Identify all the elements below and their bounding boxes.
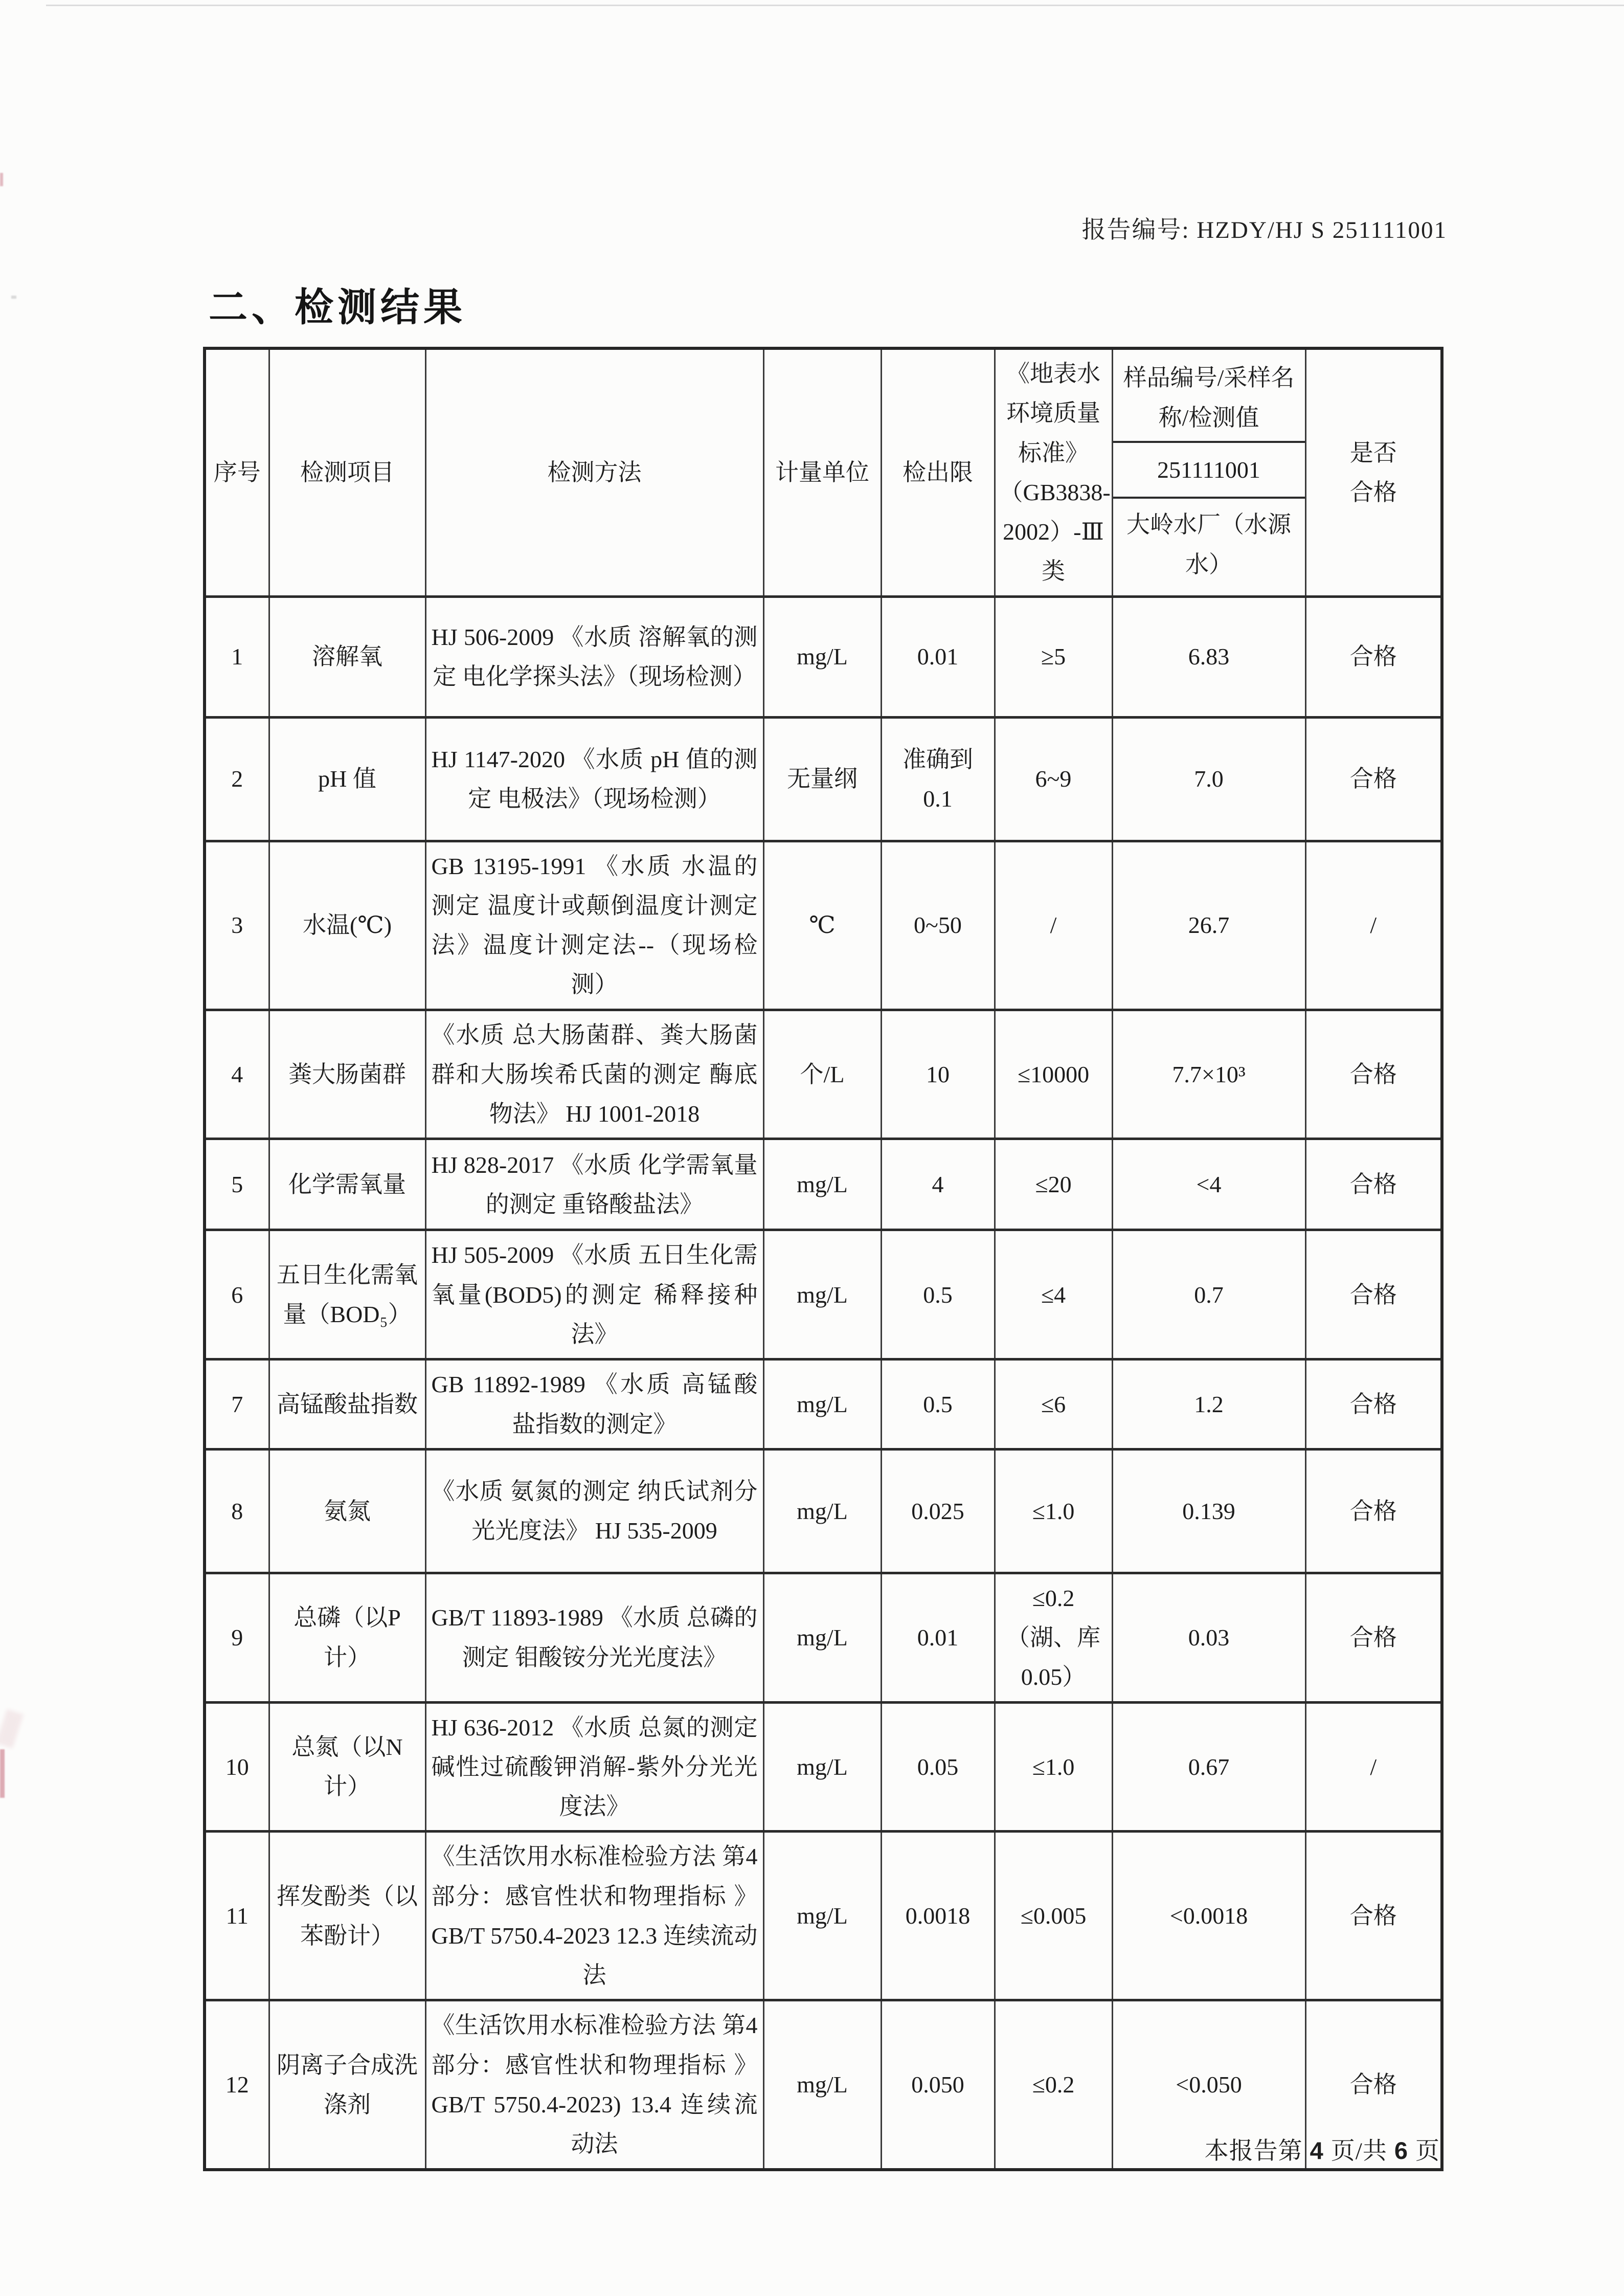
test-method: GB/T 11893-1989 《水质 总磷的测定 钼酸铵分光光度法》 bbox=[431, 1604, 758, 1670]
row-number: 7 bbox=[231, 1391, 243, 1417]
cell-no bbox=[205, 1832, 269, 2000]
cell-standard bbox=[995, 2000, 1112, 2170]
cell-value bbox=[1112, 841, 1305, 1010]
cell-result bbox=[1305, 1139, 1442, 1230]
cell-method bbox=[425, 1359, 763, 1450]
cell-item bbox=[269, 1139, 425, 1230]
cell-unit bbox=[763, 1230, 881, 1359]
cell-unit bbox=[763, 596, 881, 717]
table-row bbox=[205, 1449, 1442, 1573]
standard-value: ≤0.005 bbox=[1020, 1903, 1087, 1929]
detection-limit: 0.5 bbox=[923, 1281, 953, 1308]
qualified-result: 合格 bbox=[1349, 1391, 1397, 1417]
test-method: HJ 505-2009 《水质 五日生化需氧量(BOD5)的测定 稀释接种法》 bbox=[431, 1242, 758, 1347]
cell-limit bbox=[881, 1449, 995, 1573]
cell-result bbox=[1305, 1832, 1442, 2000]
cell-item bbox=[269, 1573, 425, 1702]
cell-limit bbox=[881, 717, 995, 841]
cell-unit bbox=[763, 841, 881, 1010]
qualified-result: / bbox=[1370, 912, 1377, 939]
detection-limit: 准确到 0.1 bbox=[903, 746, 973, 812]
footer-total-pages: 6 bbox=[1394, 2137, 1408, 2164]
cell-no bbox=[205, 1359, 269, 1450]
measure-unit: mg/L bbox=[797, 1281, 848, 1308]
cell-limit bbox=[881, 1573, 995, 1702]
standard-value: ≥5 bbox=[1041, 643, 1066, 670]
cell-limit bbox=[881, 1139, 995, 1230]
table-row bbox=[205, 841, 1442, 1010]
test-item: pH 值 bbox=[318, 766, 376, 792]
cell-value bbox=[1112, 1702, 1305, 1832]
row-number: 12 bbox=[225, 2071, 249, 2098]
measure-unit: mg/L bbox=[797, 1753, 848, 1780]
cell-method bbox=[425, 596, 763, 717]
cell-unit bbox=[763, 717, 881, 841]
sample-group-label-cell bbox=[1113, 354, 1305, 441]
detection-limit: 0.01 bbox=[917, 1624, 959, 1651]
cell-method bbox=[425, 2000, 763, 2170]
test-item: 水温(℃) bbox=[302, 912, 392, 939]
cell-standard bbox=[995, 717, 1112, 841]
detection-limit: 0.5 bbox=[923, 1391, 953, 1417]
row-number: 11 bbox=[225, 1903, 249, 1929]
cell-unit bbox=[763, 1139, 881, 1230]
standard-value: ≤4 bbox=[1041, 1281, 1066, 1308]
cell-item bbox=[269, 1230, 425, 1359]
table-row bbox=[205, 1702, 1442, 1832]
measure-unit: mg/L bbox=[797, 2071, 848, 2098]
standard-value: ≤1.0 bbox=[1032, 1753, 1075, 1780]
row-number: 2 bbox=[231, 766, 243, 792]
cell-method bbox=[425, 1230, 763, 1359]
cell-method bbox=[425, 717, 763, 841]
qualified-result: 合格 bbox=[1349, 643, 1397, 670]
table-row bbox=[205, 1832, 1442, 2000]
cell-limit bbox=[881, 1010, 995, 1139]
qualified-result: 合格 bbox=[1349, 1061, 1397, 1087]
cell-standard bbox=[995, 1449, 1112, 1573]
cell-result bbox=[1305, 596, 1442, 717]
cell-value bbox=[1112, 1359, 1305, 1450]
test-item: 阴离子合成洗涤剂 bbox=[277, 2052, 418, 2117]
cell-value bbox=[1112, 1449, 1305, 1573]
standard-value: / bbox=[1050, 912, 1057, 939]
cell-method bbox=[425, 841, 763, 1010]
header-qualified bbox=[1305, 348, 1442, 596]
test-item: 粪大肠菌群 bbox=[288, 1061, 406, 1087]
cell-item bbox=[269, 596, 425, 717]
cell-limit bbox=[881, 1359, 995, 1450]
test-method: HJ 636-2012 《水质 总氮的测定 碱性过硫酸钾消解-紫外分光光度法》 bbox=[431, 1714, 758, 1820]
measure-unit: mg/L bbox=[797, 643, 848, 670]
cell-result bbox=[1305, 1573, 1442, 1702]
header-sample bbox=[1112, 348, 1305, 596]
test-method: 《生活饮用水标准检验方法 第4部分：感官性状和物理指标 》GB/T 5750.4-2023) 13.4 连续流动法 bbox=[431, 2012, 758, 2157]
cell-method bbox=[425, 1573, 763, 1702]
footer-page-number: 4 bbox=[1310, 2137, 1324, 2164]
header-limit-label: 检出限 bbox=[903, 459, 973, 486]
measured-value: <0.050 bbox=[1176, 2071, 1242, 2098]
header-unit bbox=[763, 348, 881, 596]
cell-limit bbox=[881, 1702, 995, 1832]
cell-item bbox=[269, 841, 425, 1010]
cell-limit bbox=[881, 2000, 995, 2170]
standard-value: ≤6 bbox=[1041, 1391, 1066, 1417]
cell-item bbox=[269, 1010, 425, 1139]
measured-value: 0.03 bbox=[1188, 1624, 1230, 1651]
measured-value: 0.67 bbox=[1188, 1753, 1230, 1780]
cell-limit bbox=[881, 596, 995, 717]
measure-unit: ℃ bbox=[809, 912, 836, 939]
measured-value: 26.7 bbox=[1188, 912, 1230, 939]
page-footer bbox=[1205, 2132, 1440, 2166]
row-number: 8 bbox=[231, 1498, 243, 1524]
cell-item bbox=[269, 1702, 425, 1832]
cell-item bbox=[269, 1832, 425, 2000]
test-method: HJ 506-2009 《水质 溶解氧的测定 电化学探头法》（现场检测） bbox=[431, 623, 758, 690]
table-body bbox=[205, 596, 1442, 2169]
sample-name: 大岭水厂（水源水） bbox=[1126, 511, 1291, 577]
measure-unit: mg/L bbox=[797, 1624, 848, 1651]
standard-value: ≤10000 bbox=[1017, 1061, 1090, 1087]
cell-no bbox=[205, 717, 269, 841]
row-number: 10 bbox=[225, 1753, 249, 1780]
cell-unit bbox=[763, 2000, 881, 2170]
measured-value: 7.7×10³ bbox=[1172, 1061, 1246, 1087]
detection-limit: 10 bbox=[926, 1061, 950, 1087]
sample-name-cell bbox=[1113, 499, 1305, 591]
test-item: 挥发酚类（以苯酚计） bbox=[277, 1883, 418, 1949]
table-row bbox=[205, 596, 1442, 717]
cell-unit bbox=[763, 1702, 881, 1832]
sample-id-cell bbox=[1113, 441, 1305, 498]
cell-value bbox=[1112, 596, 1305, 717]
detection-limit: 0.0018 bbox=[905, 1903, 971, 1929]
cell-standard bbox=[995, 1573, 1112, 1702]
cell-standard bbox=[995, 1230, 1112, 1359]
header-standard bbox=[995, 348, 1112, 596]
scan-artifact-red-tick bbox=[0, 173, 3, 186]
cell-unit bbox=[763, 1832, 881, 2000]
test-method: HJ 1147-2020 《水质 pH 值的测定 电极法》（现场检测） bbox=[431, 746, 758, 812]
measure-unit: mg/L bbox=[797, 1498, 848, 1524]
test-item: 总磷（以P 计） bbox=[294, 1604, 401, 1670]
cell-item bbox=[269, 1359, 425, 1450]
test-item: 氨氮 bbox=[324, 1498, 371, 1524]
footer-prefix: 本报告第 bbox=[1204, 2138, 1303, 2165]
cell-limit bbox=[881, 841, 995, 1010]
cell-method bbox=[425, 1832, 763, 2000]
cell-no bbox=[205, 1573, 269, 1702]
cell-limit bbox=[881, 1832, 995, 2000]
cell-result bbox=[1305, 1702, 1442, 1832]
header-no-label: 序号 bbox=[213, 459, 261, 486]
cell-standard bbox=[995, 841, 1112, 1010]
measured-value: <4 bbox=[1196, 1171, 1222, 1198]
measured-value: <0.0018 bbox=[1169, 1903, 1248, 1929]
qualified-result: 合格 bbox=[1349, 2071, 1397, 2098]
test-method: 《水质 总大肠菌群、粪大肠菌群和大肠埃希氏菌的测定 酶底物法》 HJ 1001-2018 bbox=[431, 1021, 758, 1127]
test-method: HJ 828-2017 《水质 化学需氧量的测定 重铬酸盐法》 bbox=[431, 1151, 758, 1217]
qualified-result: 合格 bbox=[1349, 1171, 1397, 1198]
measure-unit: 个/L bbox=[800, 1061, 845, 1087]
sample-id: 251111001 bbox=[1157, 456, 1260, 483]
cell-value bbox=[1112, 1230, 1305, 1359]
cell-no bbox=[205, 2000, 269, 2170]
table-row bbox=[205, 717, 1442, 841]
test-method: GB 13195-1991 《水质 水温的测定 温度计或颠倒温度计测定法》温度计测定法--（现场检测） bbox=[431, 853, 758, 998]
cell-standard bbox=[995, 1359, 1112, 1450]
qualified-result: 合格 bbox=[1349, 1281, 1397, 1308]
cell-limit bbox=[881, 1230, 995, 1359]
cell-unit bbox=[763, 1359, 881, 1450]
cell-result bbox=[1305, 1449, 1442, 1573]
cell-value bbox=[1112, 1573, 1305, 1702]
sample-header-stack bbox=[1113, 354, 1305, 591]
report-number: 报告编号: HZDY/HJ S 251111001 bbox=[1081, 217, 1447, 243]
cell-item bbox=[269, 2000, 425, 2170]
scan-edge-line bbox=[46, 5, 1624, 6]
header-item-label: 检测项目 bbox=[300, 459, 394, 486]
table-row bbox=[205, 1139, 1442, 1230]
row-number: 4 bbox=[231, 1061, 243, 1087]
header-unit-label: 计量单位 bbox=[775, 459, 869, 486]
results-table bbox=[203, 347, 1443, 2171]
cell-value bbox=[1112, 1832, 1305, 2000]
header-method-label: 检测方法 bbox=[547, 459, 642, 486]
cell-value bbox=[1112, 1139, 1305, 1230]
measured-value: 0.139 bbox=[1182, 1498, 1235, 1524]
detection-limit: 4 bbox=[932, 1171, 944, 1198]
standard-value: 6~9 bbox=[1035, 766, 1072, 792]
cell-method bbox=[425, 1139, 763, 1230]
cell-result bbox=[1305, 1359, 1442, 1450]
qualified-result: 合格 bbox=[1349, 1498, 1397, 1524]
scan-artifact-pink-smudge bbox=[0, 1709, 24, 1748]
test-method: 《水质 氨氮的测定 纳氏试剂分光光度法》 HJ 535-2009 bbox=[431, 1478, 758, 1544]
qualified-result: 合格 bbox=[1349, 1624, 1397, 1651]
measure-unit: 无量纲 bbox=[787, 766, 858, 792]
test-method: 《生活饮用水标准检验方法 第4部分：感官性状和物理指标 》 GB/T 5750.4-2023 12.3 连续流动法 bbox=[431, 1843, 758, 1989]
cell-value bbox=[1112, 1010, 1305, 1139]
cell-item bbox=[269, 1449, 425, 1573]
test-method: GB 11892-1989 《水质 高锰酸盐指数的测定》 bbox=[431, 1371, 758, 1437]
cell-unit bbox=[763, 1573, 881, 1702]
row-number: 9 bbox=[231, 1624, 243, 1651]
detection-limit: 0.01 bbox=[917, 643, 959, 670]
scan-artifact-red-streak bbox=[0, 1749, 5, 1798]
table-row bbox=[205, 1230, 1442, 1359]
standard-value: ≤0.2 bbox=[1032, 2071, 1075, 2098]
row-number: 6 bbox=[231, 1281, 243, 1308]
cell-unit bbox=[763, 1010, 881, 1139]
measured-value: 6.83 bbox=[1188, 643, 1230, 670]
cell-method bbox=[425, 1702, 763, 1832]
measure-unit: mg/L bbox=[797, 1903, 848, 1929]
detection-limit: 0.025 bbox=[911, 1498, 964, 1524]
cell-no bbox=[205, 1139, 269, 1230]
qualified-result: 合格 bbox=[1349, 766, 1397, 792]
cell-method bbox=[425, 1449, 763, 1573]
header-method bbox=[425, 348, 763, 596]
test-item: 五日生化需氧量（BOD₅） bbox=[277, 1262, 418, 1328]
cell-standard bbox=[995, 1010, 1112, 1139]
test-item: 总氮（以N 计） bbox=[291, 1734, 403, 1800]
table-row bbox=[205, 1359, 1442, 1450]
cell-no bbox=[205, 1449, 269, 1573]
header-standard-label: 《地表水环境质量标准》（GB3838-2002）-Ⅲ类 bbox=[999, 361, 1111, 585]
cell-no bbox=[205, 1010, 269, 1139]
table-header-row bbox=[205, 348, 1442, 596]
cell-result bbox=[1305, 1010, 1442, 1139]
row-number: 5 bbox=[231, 1171, 243, 1198]
detection-limit: 0.050 bbox=[911, 2071, 964, 2098]
cell-result bbox=[1305, 717, 1442, 841]
row-number: 1 bbox=[231, 643, 243, 670]
measured-value: 1.2 bbox=[1194, 1391, 1224, 1417]
footer-middle: 页/共 bbox=[1330, 2138, 1387, 2165]
cell-no bbox=[205, 596, 269, 717]
cell-standard bbox=[995, 1139, 1112, 1230]
header-qualified-label: 是否合格 bbox=[1349, 439, 1397, 505]
standard-value: ≤1.0 bbox=[1032, 1498, 1075, 1524]
header-item bbox=[269, 348, 425, 596]
cell-standard bbox=[995, 1702, 1112, 1832]
test-item: 化学需氧量 bbox=[288, 1171, 406, 1198]
test-item: 溶解氧 bbox=[312, 643, 382, 670]
detection-limit: 0~50 bbox=[914, 912, 962, 939]
measured-value: 7.0 bbox=[1194, 766, 1224, 792]
footer-suffix: 页 bbox=[1415, 2138, 1440, 2165]
standard-value: ≤20 bbox=[1035, 1171, 1072, 1198]
measured-value: 0.7 bbox=[1194, 1281, 1224, 1308]
test-item: 高锰酸盐指数 bbox=[277, 1391, 418, 1417]
header-limit bbox=[881, 348, 995, 596]
cell-result bbox=[1305, 841, 1442, 1010]
qualified-result: 合格 bbox=[1349, 1903, 1397, 1929]
cell-unit bbox=[763, 1449, 881, 1573]
cell-no bbox=[205, 841, 269, 1010]
detection-limit: 0.05 bbox=[917, 1753, 959, 1780]
table-row bbox=[205, 1010, 1442, 1139]
cell-no bbox=[205, 1702, 269, 1832]
cell-no bbox=[205, 1230, 269, 1359]
scan-artifact-gray-dot bbox=[11, 296, 16, 299]
cell-standard bbox=[995, 1832, 1112, 2000]
cell-method bbox=[425, 1010, 763, 1139]
sample-group-label: 样品编号/采样名称/检测值 bbox=[1123, 365, 1295, 431]
section-title: 二、检测结果 bbox=[209, 286, 466, 329]
cell-result bbox=[1305, 1230, 1442, 1359]
measure-unit: mg/L bbox=[797, 1171, 848, 1198]
cell-item bbox=[269, 717, 425, 841]
row-number: 3 bbox=[231, 912, 243, 939]
cell-value bbox=[1112, 717, 1305, 841]
header-no bbox=[205, 348, 269, 596]
standard-value: ≤0.2 （湖、库 0.05） bbox=[1006, 1585, 1100, 1690]
cell-standard bbox=[995, 596, 1112, 717]
measure-unit: mg/L bbox=[797, 1391, 848, 1417]
qualified-result: / bbox=[1370, 1753, 1377, 1780]
table-row bbox=[205, 1573, 1442, 1702]
